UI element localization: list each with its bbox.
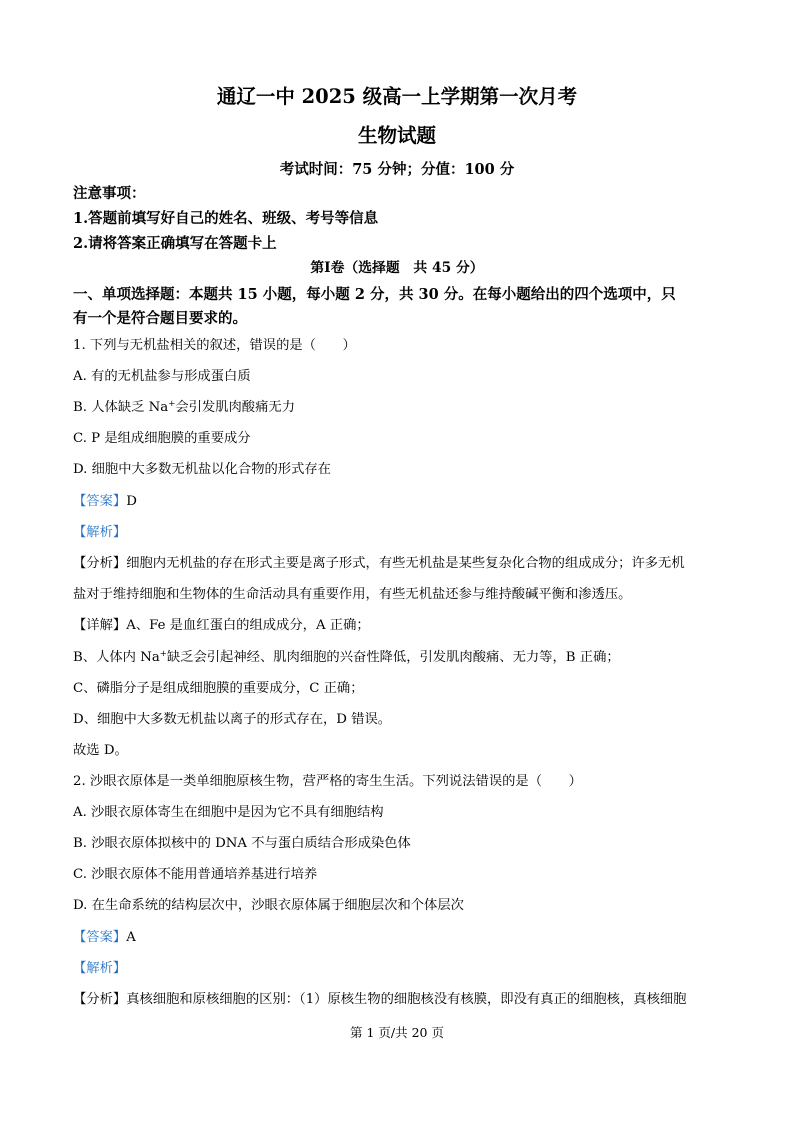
q2-fenxi-text-1: 真核细胞和原核细胞的区别：（1）原核生物的细胞核没有核膜，即没有真正的细胞核，真核细胞 (126, 992, 687, 1007)
q1-option-c: C. P 是组成细胞膜的重要成分 (73, 431, 251, 446)
q1-fenxi-line-2: 盐对于维持细胞和生物体的生命活动具有重要作用，有些无机盐还参与维持酸碱平衡和渗透压。 (73, 587, 632, 602)
q2-stem: 2. 沙眼衣原体是一类单细胞原核生物，营严格的寄生生活。下列说法错误的是（ ） (73, 774, 582, 789)
sodium-charge: + (168, 399, 176, 409)
exam-info: 考试时间：75 分钟；分值：100 分 (279, 161, 515, 178)
section-heading-line-2: 有一个是符合题目要求的。 (73, 310, 247, 327)
volume-heading: 第Ⅰ卷（选择题 共 45 分） (310, 260, 484, 276)
q1-detail-b-suffix: 缺乏会引起神经、肌肉细胞的兴奋性降低，引发肌肉酸痛、无力等，B 正确； (166, 650, 620, 665)
q2-answer-value: A (126, 930, 136, 945)
q1-option-d: D. 细胞中大多数无机盐以化合物的形式存在 (73, 462, 331, 477)
q1-option-b-suffix: 会引发肌肉酸痛无力 (175, 400, 295, 415)
answer-label: 【答案】 (73, 930, 127, 945)
xiangjie-label: 【详解】 (73, 618, 127, 633)
fenxi-label: 【分析】 (73, 992, 127, 1007)
q1-fenxi-line-1 (73, 555, 685, 573)
sodium-symbol: Na (140, 650, 160, 665)
q1-option-a: A. 有的无机盐参与形成蛋白质 (73, 369, 251, 384)
q2-fenxi-line-1 (73, 991, 686, 1009)
section-heading-line-1: 一、单项选择题：本题共 15 小题，每小题 2 分，共 30 分。在每小题给出的四个选项中，只 (73, 286, 676, 303)
sodium-charge: + (159, 649, 167, 659)
q1-detail-b (73, 649, 620, 667)
q1-fenxi-text-1: 细胞内无机盐的存在形式主要是离子形式，有些无机盐是某些复杂化合物的组成成分；许多无机 (126, 556, 685, 571)
q1-conclusion: 故选 D。 (73, 743, 128, 758)
notice-heading: 注意事项： (73, 185, 146, 202)
q1-answer-value: D (126, 494, 137, 509)
fenxi-label: 【分析】 (73, 556, 127, 571)
subject-title: 生物试题 (357, 124, 436, 147)
notice-item-1: 1.答题前填写好自己的姓名、班级、考号等信息 (73, 210, 379, 227)
exam-title: 通辽一中 2025 级高一上学期第一次月考 (216, 85, 578, 108)
q1-stem: 1. 下列与无机盐相关的叙述，错误的是（ ） (73, 338, 356, 353)
q1-detail-a (73, 617, 370, 635)
q1-option-b-prefix: B. 人体缺乏 (73, 400, 149, 415)
q1-detail-c: C、磷脂分子是组成细胞膜的重要成分，C 正确； (73, 681, 364, 696)
q1-analysis-label: 【解析】 (73, 525, 127, 540)
q1-answer (73, 493, 137, 511)
q2-analysis-label: 【解析】 (73, 961, 127, 976)
q2-option-d: D. 在生命系统的结构层次中，沙眼衣原体属于细胞层次和个体层次 (73, 898, 464, 913)
q2-option-c: C. 沙眼衣原体不能用普通培养基进行培养 (73, 867, 318, 882)
answer-label: 【答案】 (73, 494, 127, 509)
q2-option-a: A. 沙眼衣原体寄生在细胞中是因为它不具有细胞结构 (73, 805, 384, 820)
q1-detail-d: D、细胞中大多数无机盐以离子的形式存在，D 错误。 (73, 712, 392, 727)
q2-answer (73, 929, 136, 947)
q2-option-b: B. 沙眼衣原体拟核中的 DNA 不与蛋白质结合形成染色体 (73, 836, 411, 851)
q1-detail-a-text: A、Fe 是血红蛋白的组成成分，A 正确； (126, 618, 370, 633)
page-footer: 第 1 页/共 20 页 (350, 1025, 444, 1040)
q1-option-b (73, 399, 295, 417)
q1-detail-b-prefix: B、人体内 (73, 650, 141, 665)
sodium-symbol: Na (148, 400, 169, 415)
notice-item-2: 2.请将答案正确填写在答题卡上 (73, 235, 277, 252)
